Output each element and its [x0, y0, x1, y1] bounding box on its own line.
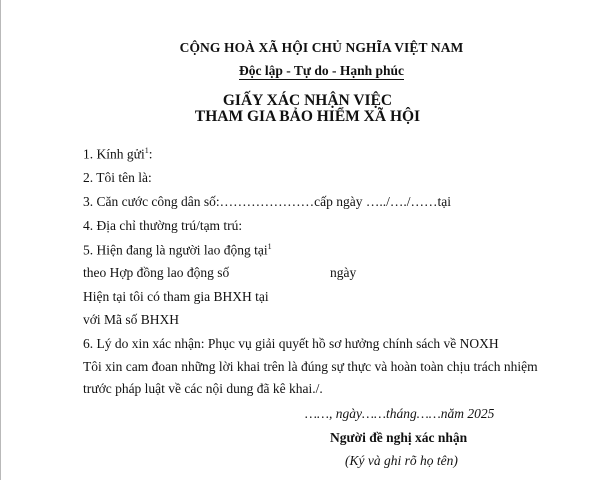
commitment-line-1: Tôi xin cam đoan những lời khai trên là đúng sự thực và hoàn toàn chịu trách nhiệm	[83, 359, 538, 374]
national-motto	[1, 63, 599, 79]
field-recipient-label: 1. Kính gửi	[83, 146, 145, 162]
field-address: 4. Địa chỉ thường trú/tạm trú:	[83, 218, 243, 233]
national-title: CỘNG HOÀ XÃ HỘI CHỦ NGHĨA VIỆT NAM	[179, 40, 464, 55]
footnote-marker: 1	[144, 146, 149, 155]
field-id-card: 3. Căn cước công dân số:…………………cấp ngày …../…./……tại	[83, 194, 452, 209]
field-name: 2. Tôi tên là:	[83, 170, 152, 185]
motto-text: Độc lập - Tự do - Hạnh phúc	[238, 63, 405, 78]
footnote-marker: 1	[267, 242, 272, 251]
field-contract-number: theo Hợp đồng lao động số	[83, 265, 230, 280]
field-recipient	[83, 146, 152, 163]
field-employer-label: 5. Hiện đang là người lao động tại	[83, 242, 268, 258]
field-contract-date: ngày	[330, 265, 357, 280]
signature-date: ……, ngày……tháng……năm 2025	[305, 406, 495, 421]
commitment-line-2: trước pháp luật về các nội dung đã kê khai./.	[83, 381, 323, 396]
field-employer	[83, 242, 272, 259]
field-bhxh-code: với Mã số BHXH	[83, 312, 180, 327]
signature-note: (Ký và ghi rõ họ tên)	[345, 453, 458, 468]
document-title-line-2: THAM GIA BẢO HIỂM XÃ HỘI	[194, 108, 421, 125]
field-reason: 6. Lý do xin xác nhận: Phục vụ giải quyết hồ sơ hưởng chính sách về NOXH	[83, 336, 499, 351]
field-bhxh-current: Hiện tại tôi có tham gia BHXH tại	[83, 289, 269, 304]
document-title-line-1: GIẤY XÁC NHẬN VIỆC	[222, 92, 393, 109]
field-recipient-colon: :	[148, 146, 153, 162]
signature-title: Người đề nghị xác nhận	[330, 430, 468, 445]
